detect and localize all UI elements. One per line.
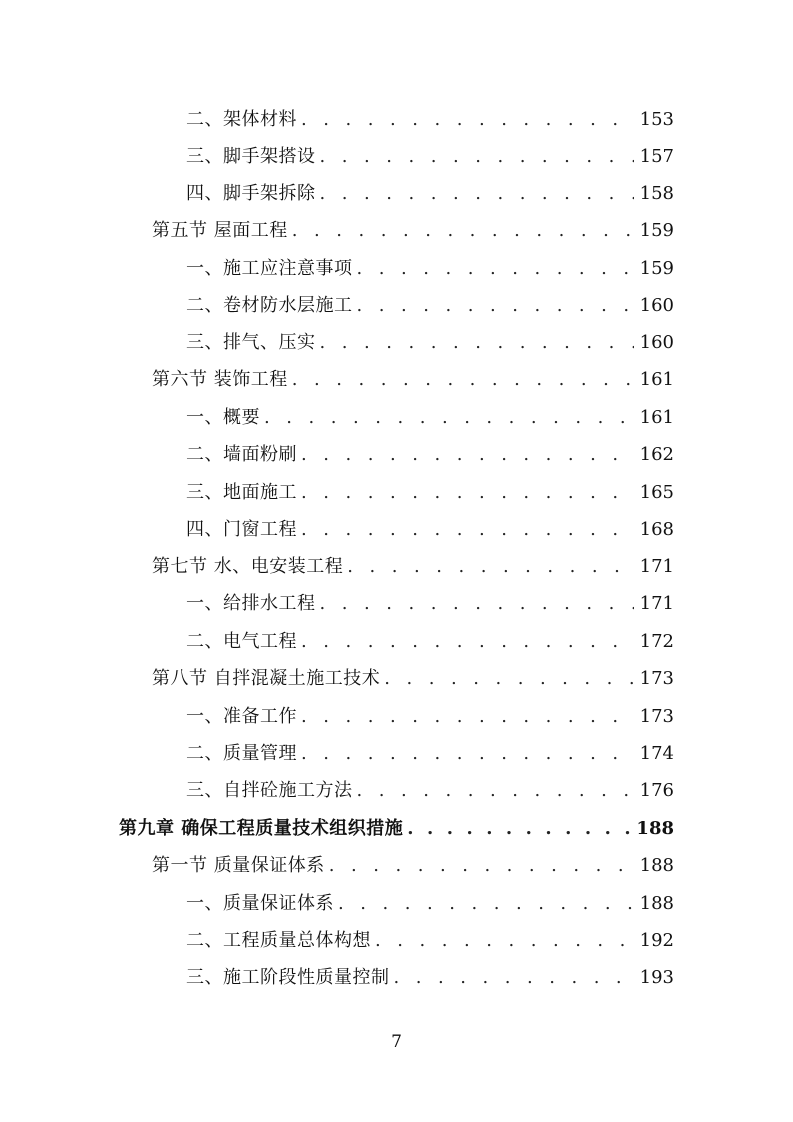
toc-entry-label: 一、施工应注意事项 — [186, 258, 353, 279]
toc-page-number: 158 — [639, 183, 674, 204]
toc-chapter-entry[interactable] — [119, 816, 674, 840]
toc-page-number: 174 — [639, 743, 674, 764]
toc-entry[interactable] — [152, 367, 674, 391]
toc-entry-label: 第七节 水、电安装工程 — [152, 556, 344, 577]
toc-leader-dots — [301, 706, 634, 728]
toc-entry[interactable] — [186, 293, 674, 317]
toc-entry[interactable] — [186, 965, 674, 989]
toc-leader-dots — [292, 369, 634, 391]
toc-entry-label: 一、给排水工程 — [186, 593, 316, 614]
toc-page-number: 161 — [639, 407, 674, 428]
page-footer — [0, 1032, 793, 1052]
toc-entry[interactable] — [186, 256, 674, 280]
toc-leader-dots — [394, 967, 634, 989]
toc-entry[interactable] — [152, 218, 674, 242]
toc-entry-label: 一、准备工作 — [186, 706, 297, 727]
toc-page-number: 171 — [639, 556, 674, 577]
toc-entry-label: 三、施工阶段性质量控制 — [186, 967, 390, 988]
toc-entry[interactable] — [186, 442, 674, 466]
toc-page-number: 165 — [639, 482, 674, 503]
toc-leader-dots — [320, 332, 634, 354]
toc-entry[interactable] — [186, 928, 674, 952]
toc-leader-dots — [301, 482, 634, 504]
toc-leader-dots — [264, 407, 634, 429]
toc-entry-label: 二、架体材料 — [186, 109, 297, 130]
toc-entry-label: 四、脚手架拆除 — [186, 183, 316, 204]
toc-entry-label: 四、门窗工程 — [186, 519, 297, 540]
toc-page-number: 188 — [639, 855, 674, 876]
toc-leader-dots — [301, 444, 634, 466]
toc-entry[interactable] — [186, 741, 674, 765]
toc-leader-dots — [301, 743, 634, 765]
toc-page-number: 176 — [639, 780, 674, 801]
toc-page-number: 160 — [639, 295, 674, 316]
toc-page-number: 168 — [639, 519, 674, 540]
toc-entry-label: 三、排气、压实 — [186, 332, 316, 353]
toc-leader-dots — [320, 183, 634, 205]
toc-entry[interactable] — [186, 144, 674, 168]
toc-entry-label: 第九章 确保工程质量技术组织措施 — [119, 818, 404, 839]
toc-entry[interactable] — [186, 629, 674, 653]
toc-entry[interactable] — [186, 517, 674, 541]
toc-entry-label: 二、墙面粉刷 — [186, 444, 297, 465]
toc-page-number: 172 — [639, 631, 674, 652]
toc-entry-label: 三、地面施工 — [186, 482, 297, 503]
toc-leader-dots — [329, 855, 634, 877]
toc-entry[interactable] — [152, 666, 674, 690]
toc-entry-label: 三、脚手架搭设 — [186, 146, 316, 167]
toc-entry[interactable] — [186, 704, 674, 728]
toc-page-number: 192 — [639, 930, 674, 951]
toc-entry-label: 二、卷材防水层施工 — [186, 295, 353, 316]
toc-leader-dots — [357, 258, 634, 280]
toc-leader-dots — [384, 668, 633, 690]
toc-leader-dots — [338, 893, 634, 915]
toc-page-number: 171 — [639, 593, 674, 614]
toc-page-number: 193 — [639, 967, 674, 988]
toc-entry[interactable] — [186, 107, 674, 131]
toc-page-number: 162 — [639, 444, 674, 465]
toc-page-number: 173 — [639, 668, 674, 689]
toc-page-number: 159 — [639, 258, 674, 279]
toc-entry[interactable] — [186, 330, 674, 354]
toc-entry-label: 第一节 质量保证体系 — [152, 855, 325, 876]
toc-entry[interactable] — [186, 891, 674, 915]
toc-page-number: 188 — [636, 818, 674, 839]
toc-page-number: 188 — [639, 893, 674, 914]
toc-entry-label: 第八节 自拌混凝土施工技术 — [152, 668, 381, 689]
toc-page-number: 161 — [639, 369, 674, 390]
toc-entry[interactable] — [186, 405, 674, 429]
toc-entry-label: 第六节 装饰工程 — [152, 369, 288, 390]
toc-entry-label: 一、概要 — [186, 407, 260, 428]
toc-leader-dots — [357, 295, 634, 317]
toc-leader-dots — [301, 519, 634, 541]
toc-entry[interactable] — [186, 181, 674, 205]
toc-entry-label: 三、自拌砼施工方法 — [186, 780, 353, 801]
toc-leader-dots — [301, 631, 634, 653]
toc-leader-dots — [320, 593, 634, 615]
toc-entry-label: 二、电气工程 — [186, 631, 297, 652]
toc-entry[interactable] — [152, 853, 674, 877]
toc-page-number: 159 — [639, 220, 674, 241]
toc-entry-label: 第五节 屋面工程 — [152, 220, 288, 241]
toc-page-number: 153 — [639, 109, 674, 130]
toc-leader-dots — [320, 146, 634, 168]
toc-leader-dots — [347, 556, 633, 578]
toc-page-number: 173 — [639, 706, 674, 727]
toc-leader-dots — [375, 930, 634, 952]
toc-entry-label: 二、质量管理 — [186, 743, 297, 764]
toc-leader-dots — [292, 220, 634, 242]
toc-page-number: 160 — [639, 332, 674, 353]
toc-leader-dots — [407, 818, 630, 840]
toc-entry[interactable] — [186, 778, 674, 802]
toc-page-number: 157 — [639, 146, 674, 167]
toc-entry[interactable] — [152, 554, 674, 578]
toc-entry[interactable] — [186, 480, 674, 504]
toc-entry[interactable] — [186, 591, 674, 615]
toc-leader-dots — [301, 109, 634, 131]
page-number: 7 — [391, 1032, 402, 1052]
toc-entry-label: 二、工程质量总体构想 — [186, 930, 371, 951]
toc-entry-label: 一、质量保证体系 — [186, 893, 334, 914]
toc-leader-dots — [357, 780, 634, 802]
